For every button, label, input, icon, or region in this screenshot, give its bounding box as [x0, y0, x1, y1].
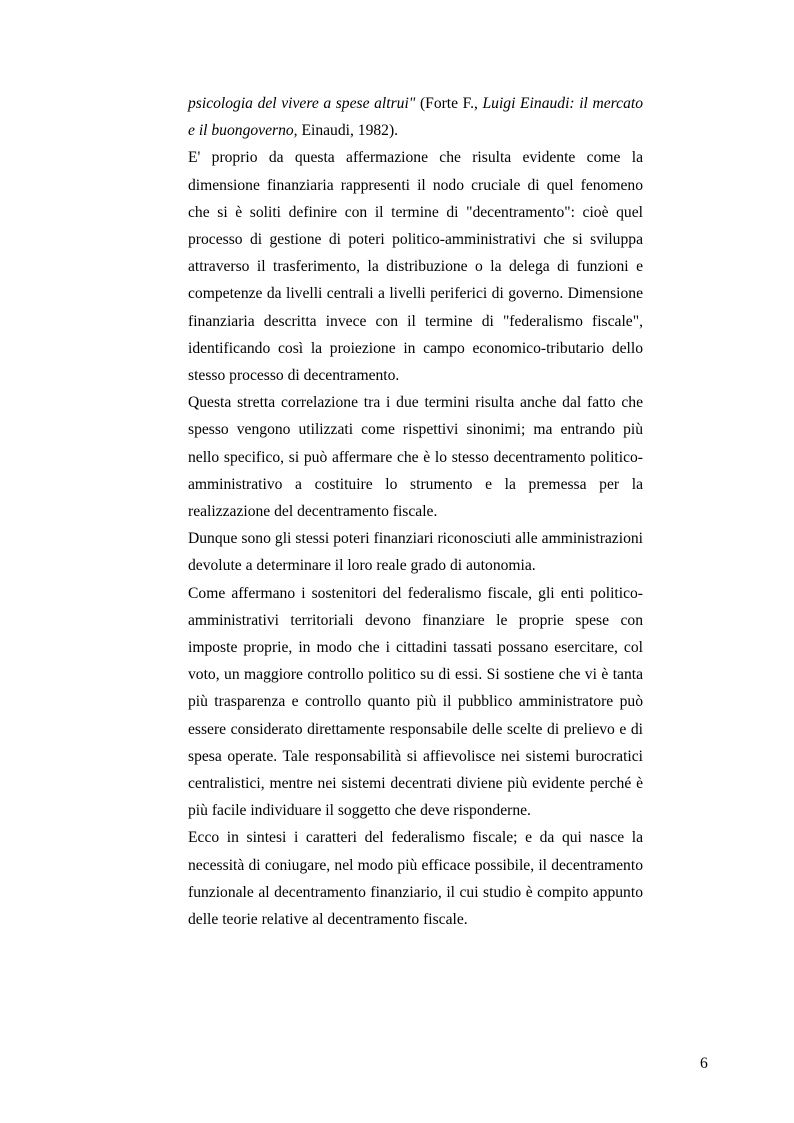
page-number: 6 [700, 1055, 708, 1072]
paragraph-decentramento: E' proprio da questa affermazione che risulta evidente come la dimensione finanziaria rappresenti il nodo cruciale di quel fenomeno che si è soliti definire con il termine di "decentramento": cioè quel processo di gestione di poteri politico-amministrativi che si sviluppa attraverso il trasferimento, la distribuzione o la delega di funzioni e competenze da livelli centrali a livelli periferici di governo. Dimensione finanziaria descritta invece con il termine di "federalismo fiscale", identificando così la proiezione in campo economico-tributario dello stesso processo di decentramento. [188, 149, 643, 385]
citation-book-title: Luigi Einaudi: il mercato e il buongoverno, [188, 95, 643, 140]
body-text [188, 90, 643, 933]
paragraph-correlazione: Questa stretta correlazione tra i due termini risulta anche dal fatto che spesso vengono utilizzati come rispettivi sinonimi; ma entrando più nello specifico, si può affermare che è lo stesso decentramento politico-amministrativo a costituire lo strumento e la premessa per la realizzazione del decentramento fiscale. [188, 394, 643, 521]
quote-text: psicologia del vivere a spese altrui" [188, 95, 416, 112]
citation-text: (Forte F., [415, 95, 483, 112]
paragraph-poteri-finanziari: Dunque sono gli stessi poteri finanziari riconosciuti alle amministrazioni devolute a determinare il loro reale grado di autonomia. [188, 530, 643, 575]
paragraph-sintesi: Ecco in sintesi i caratteri del federalismo fiscale; e da qui nasce la necessità di coniugare, nel modo più efficace possibile, il decentramento funzionale al decentramento finanziario, il cui studio è compito appunto delle teorie relative al decentramento fiscale. [188, 829, 643, 929]
citation-publisher: Einaudi, 1982). [297, 122, 399, 140]
paragraph-quote-citation [188, 90, 643, 144]
paragraph-sostenitori: Come affermano i sostenitori del federalismo fiscale, gli enti politico-amministrativi territoriali devono finanziare le proprie spese con imposte proprie, in modo che i cittadini tassati possano esercitare, col voto, un maggiore controllo politico su di essi. Si sostiene che vi è tanta più trasparenza e controllo quanto più il pubblico amministratore può essere considerato direttamente responsabile delle scelte di prelievo e di spesa operate. Tale responsabilità si affievolisce nei sistemi burocratici centralistici, mentre nei sistemi decentrati diviene più evidente perché è più facile individuare il soggetto che deve risponderne. [188, 584, 643, 820]
